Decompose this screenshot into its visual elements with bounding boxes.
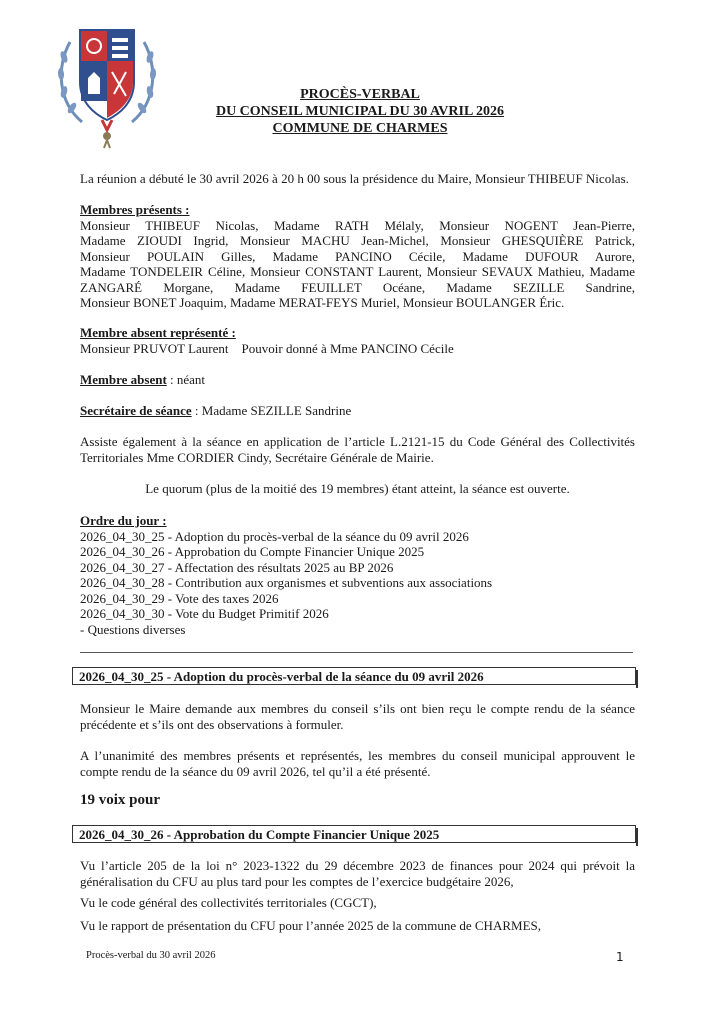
- member-represented-block: [80, 325, 635, 356]
- agenda-item: - Questions diverses: [80, 621, 186, 637]
- section-2-line-3: Vu le code général des collectivités territoriales (CGCT),: [80, 895, 377, 910]
- member-absent-heading: Membre absent: [80, 372, 167, 387]
- assist-line-1: Assiste également à la séance en application de l’article L.2121-15 du Code Général des Collectivités: [80, 434, 635, 449]
- section-1-p2-line-1: A l’unanimité des membres présents et représentés, les membres du conseil municipal approuvent le: [80, 748, 635, 763]
- agenda-item: 2026_04_30_30 - Vote du Budget Primitif 2026: [80, 606, 329, 621]
- members-line-2: Madame ZIOUDI Ingrid, Monsieur MACHU Jean-Michel, Monsieur GHESQUIÈRE Patrick,: [80, 233, 635, 248]
- member-absent-text: : néant: [166, 372, 206, 387]
- agenda-item: 2026_04_30_28 - Contribution aux organismes et subventions aux associations: [80, 575, 493, 590]
- assist-paragraph: [80, 434, 635, 465]
- section-1-paragraph-2: [80, 748, 635, 779]
- section-2-line-1: Vu l’article 205 de la loi n° 2023-1322 du 29 décembre 2023 de finances pour 2024 qui prévoit la: [80, 858, 635, 873]
- members-line-3: Monsieur POULAIN Gilles, Madame PANCINO Cécile, Madame DUFOUR Aurore,: [80, 248, 635, 264]
- member-absent-line: [80, 372, 635, 388]
- agenda-item: 2026_04_30_25 - Adoption du procès-verbal de la séance du 09 avril 2026: [80, 528, 469, 544]
- section-2-paragraph-1: [80, 858, 635, 889]
- divider: [80, 652, 633, 653]
- secretary-line: [80, 403, 635, 419]
- page-title: [150, 86, 570, 137]
- members-line-6: Monsieur BONET Joaquim, Madame MERAT-FEYS Muriel, Monsieur BOULANGER Éric.: [80, 295, 565, 310]
- section-1-title: 2026_04_30_25 - Adoption du procès-verbal de la séance du 09 avril 2026: [72, 667, 636, 685]
- title-line-1: PROCÈS-VERBAL: [300, 87, 420, 102]
- members-line-1: Monsieur THIBEUF Nicolas, Madame RATH Mélaly, Monsieur NOGENT Jean-Pierre,: [80, 217, 635, 233]
- assist-line-2: Territoriales Mme CORDIER Cindy, Secrétaire Générale de Mairie.: [80, 449, 434, 465]
- section-1-p1-line-2: précédente et s’ils ont des observations à formuler.: [80, 716, 344, 732]
- section-1-paragraph-1: [80, 701, 635, 732]
- section-2-title: 2026_04_30_26 - Approbation du Compte Financier Unique 2025: [72, 825, 636, 843]
- members-line-5: ZANGARÉ Morgane, Madame FEUILLET Océane, Madame SEZILLE Sandrine,: [80, 279, 635, 295]
- section-1-p1-line-1: Monsieur le Maire demande aux membres du conseil s’ils ont bien reçu le compte rendu de la séance: [80, 701, 635, 716]
- page-number: 1: [616, 950, 624, 964]
- agenda-item: 2026_04_30_27 - Affectation des résultats 2025 au BP 2026: [80, 559, 394, 575]
- section-1-p2-line-2: compte rendu de la séance du 09 avril 2026, tel qu’il a été présenté.: [80, 763, 431, 779]
- secretary-heading: Secrétaire de séance: [80, 403, 192, 418]
- footer-text: Procès-verbal du 30 avril 2026: [86, 950, 216, 961]
- agenda-block: [80, 513, 635, 637]
- members-present-block: [80, 202, 635, 311]
- intro-text: La réunion a débuté le 30 avril 2026 à 20 h 00 sous la présidence du Maire, Monsieur THIBEUF Nicolas.: [80, 171, 629, 186]
- members-line-4: Madame TONDELEIR Céline, Monsieur CONSTANT Laurent, Monsieur SEVAUX Mathieu, Madame: [80, 264, 635, 279]
- title-line-2: DU CONSEIL MUNICIPAL DU 30 AVRIL 2026: [215, 104, 505, 119]
- members-present-heading: Membres présents :: [80, 202, 190, 217]
- agenda-heading: Ordre du jour :: [80, 513, 167, 528]
- secretary-text: : Madame SEZILLE Sandrine: [191, 403, 352, 418]
- section-1-vote: 19 voix pour: [80, 792, 161, 808]
- agenda-item: 2026_04_30_26 - Approbation du Compte Financier Unique 2025: [80, 544, 425, 559]
- section-2-line-4: Vu le rapport de présentation du CFU pour l’année 2025 de la commune de CHARMES,: [80, 918, 541, 933]
- section-2-line-2: généralisation du CFU au plus tard pour les comptes de l’exercice budgétaire 2026,: [80, 873, 514, 889]
- member-represented-text: Monsieur PRUVOT Laurent Pouvoir donné à Mme PANCINO Cécile: [80, 340, 454, 356]
- member-represented-heading: Membre absent représenté :: [80, 325, 236, 340]
- title-line-3: COMMUNE DE CHARMES: [272, 121, 448, 136]
- quorum-text: Le quorum (plus de la moitié des 19 membres) étant atteint, la séance est ouverte.: [145, 481, 570, 496]
- coat-of-arms-logo: [52, 22, 162, 152]
- agenda-item: 2026_04_30_29 - Vote des taxes 2026: [80, 590, 279, 606]
